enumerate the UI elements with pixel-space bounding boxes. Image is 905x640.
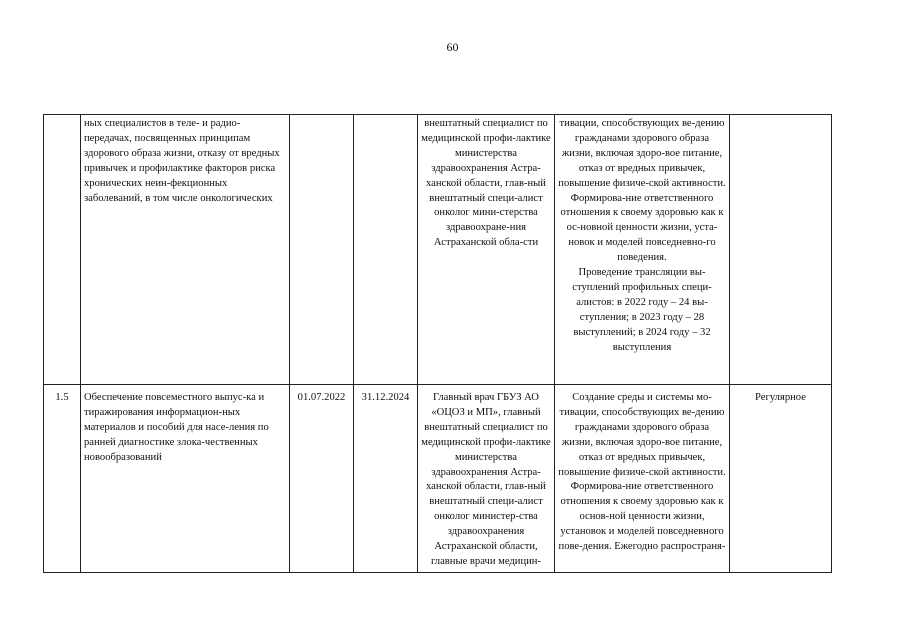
type-cell: Регулярное — [730, 385, 832, 573]
result-cell — [555, 385, 730, 573]
responsible-cell: внештатный специалист по медицинской профи-лактике министерства здравоохранения Астра-ханской области, глав-ный внештатный специ-алист онколог мини-стерства здравоохране-ния Астраханской обла-сти — [418, 115, 555, 385]
result-cell — [555, 115, 730, 385]
row-number-cell: 1.5 — [44, 385, 81, 573]
action-cell: ных специалистов в теле- и радио-передачах, посвященных принципам здорового образа жизни, отказу от вредных привычек и профилактике факторов риска хронических неин-фекционных заболеваний, в том числе онкологических — [81, 115, 290, 385]
table-row — [44, 115, 832, 385]
action-cell: Обеспечение повсеместного выпус-ка и тиражирования информацион-ных материалов и пособий для насе-ления по ранней диагностике злока-чественных новообразований — [81, 385, 290, 573]
page-number: 60 — [446, 40, 459, 54]
start-date-cell — [290, 115, 354, 385]
end-date-cell: 31.12.2024 — [354, 385, 418, 573]
measures-table — [43, 114, 832, 573]
table-row — [44, 385, 832, 573]
type-cell — [730, 115, 832, 385]
result-paragraph: Создание среды и системы мо-тивации, способствующих ве-дению гражданами здорового образа жизни, включая здоро-вое питание, отказ от вредных привычек, повышение физиче-ской активности. Формирова-ние ответственного отношения к своему здоровью как к основ-ной ценности жизни, установок и моделей повседневного пове-дения. Ежегодно распространя- — [558, 392, 726, 553]
start-date-cell: 01.07.2022 — [290, 385, 354, 573]
row-number-cell — [44, 115, 81, 385]
result-paragraph: Проведение трансляции вы-ступлений профильных специ-алистов: в 2022 году – 24 вы-ступления; в 2023 году – 28 выступлений; в 2024 году – 32 выступления — [572, 267, 712, 353]
end-date-cell — [354, 115, 418, 385]
responsible-cell: Главный врач ГБУЗ АО «ОЦОЗ и МП», главный внештатный специалист по медицинской профи-лактике министерства здравоохранения Астра-ханской области, глав-ный внештатный специ-алист онколог министер-ства здравоохранения Астраханской области, главные врачи медицин- — [418, 385, 555, 573]
result-paragraph: тивации, способствующих ве-дению гражданами здорового образа жизни, включая здоро-вое питание, отказ от вредных привычек, повышение физиче-ской активности. Формирова-ние ответственного отношения к своему здоровью как к ос-новной ценности жизни, уста-новок и моделей повседневно-го поведения. — [558, 118, 726, 264]
